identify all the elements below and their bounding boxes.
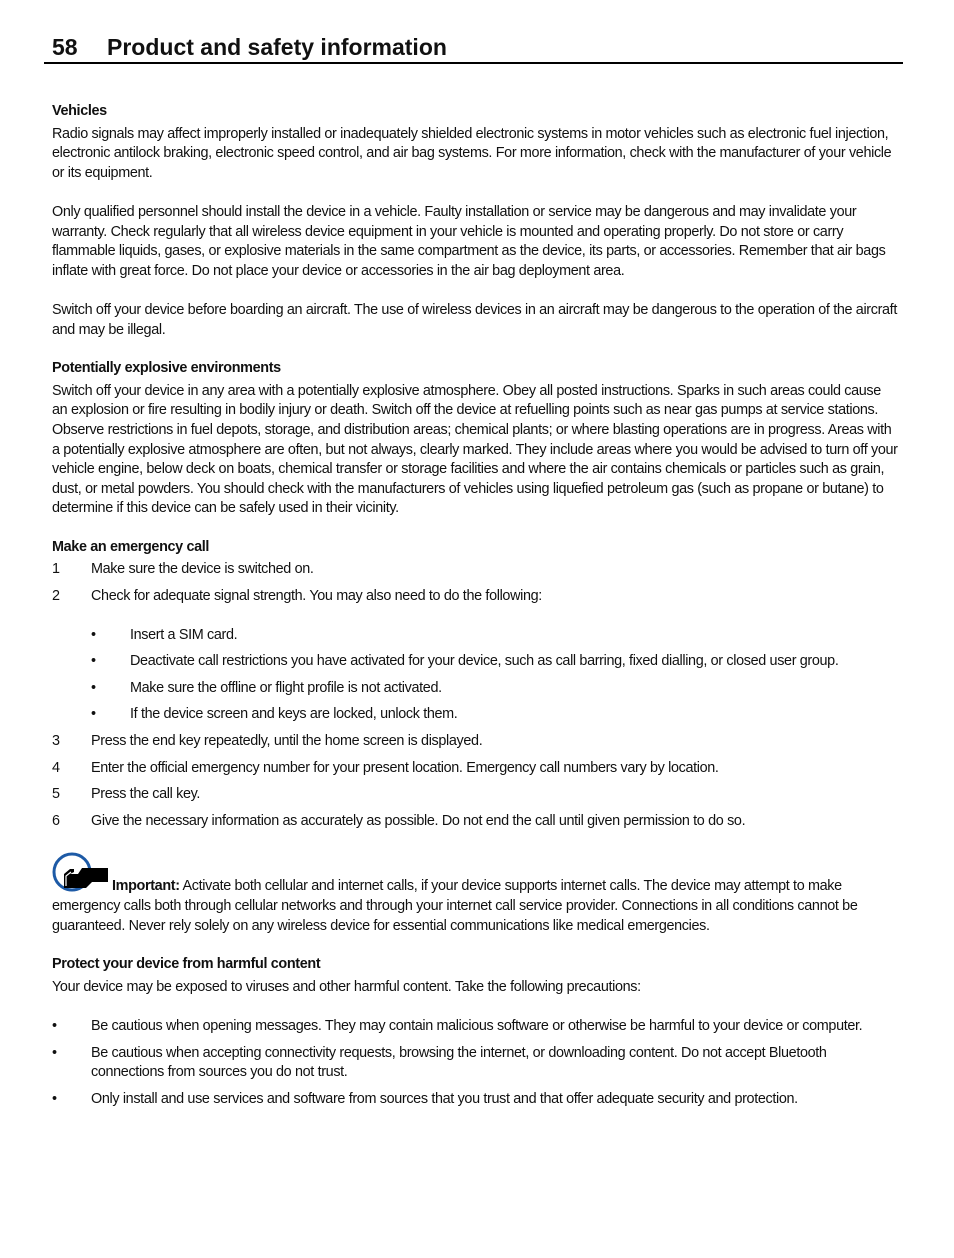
section-protect-device — [52, 955, 898, 1109]
paragraph: Your device may be exposed to viruses and other harmful content. Take the following precautions: — [52, 978, 641, 995]
page-number: 58 — [52, 34, 78, 60]
list-item — [52, 560, 898, 580]
bullet-text: Be cautious when opening messages. They may contain malicious software or otherwise be harmful to your device or computer. — [91, 1017, 863, 1034]
page-header — [44, 34, 903, 64]
step-text: Press the call key. — [91, 786, 201, 803]
paragraph: Switch off your device before boarding an aircraft. The use of wireless devices in an aircraft may be dangerous to the operation of the aircraft and may be illegal. — [52, 301, 897, 338]
precautions-list — [52, 1017, 898, 1109]
list-item — [52, 587, 898, 725]
list-item — [52, 732, 898, 752]
step-number: 3 — [52, 733, 60, 750]
step-number: 1 — [52, 561, 60, 578]
section-explosive-environments — [52, 359, 898, 519]
bullet: • — [91, 706, 96, 723]
steps-list — [52, 560, 898, 831]
list-item — [91, 679, 898, 699]
page-title: Product and safety information — [107, 34, 447, 60]
bullet: • — [52, 1017, 57, 1034]
step-number: 2 — [52, 588, 60, 605]
list-item — [52, 785, 898, 805]
bullet: • — [52, 1044, 57, 1061]
list-item — [91, 705, 898, 725]
paragraph: Switch off your device in any area with a potentially explosive atmosphere. Obey all posted instructions. Sparks in such areas could cause an explosion or fire resulting in bodily injury or death. Switch off the device at refuelling points such as near gas pumps at service stations. Observe restrictions in fuel depots, storage, and distribution areas; chemical plants; or where blasting operations are in progress. Areas with a potentially explosive atmosphere are often, but not always, clearly marked. They include areas where you would be advised to turn off your vehicle engine, below deck on boats, chemical transfer or storage facilities and where the air contains chemicals or particles such as grain, dust, or metal powders. You should check with the manufacturers of vehicles using liquefied petroleum gas (such as propane or butane) to determine if this device can be safely used in their vicinity. — [52, 382, 898, 517]
list-item — [52, 1017, 898, 1037]
important-hand-icon — [52, 852, 110, 892]
step-number: 4 — [52, 759, 60, 776]
step-text: Give the necessary information as accurately as possible. Do not end the call until given permission to do so. — [91, 812, 746, 829]
bullet-text: Deactivate call restrictions you have activated for your device, such as call barring, fixed dialling, or closed user group. — [130, 653, 839, 670]
section-heading: Make an emergency call — [52, 538, 210, 555]
list-item — [52, 812, 898, 832]
step-number: 6 — [52, 812, 60, 829]
bullet: • — [52, 1090, 57, 1107]
bullet-text: Insert a SIM card. — [130, 626, 238, 643]
step-text: Make sure the device is switched on. — [91, 561, 314, 578]
paragraph: Radio signals may affect improperly installed or inadequately shielded electronic systems in motor vehicles such as electronic fuel injection, electronic antilock braking, electronic speed control, and air bag systems. For more information, check with the manufacturer of your vehicle or its equipment. — [52, 125, 892, 181]
step-text: Check for adequate signal strength. You may also need to do the following: — [91, 588, 542, 605]
paragraph: Only qualified personnel should install the device in a vehicle. Faulty installation or service may be dangerous and may invalidate your warranty. Check regularly that all wireless device equipment in your vehicle is mounted and operating properly. Do not store or carry flammable liquids, gases, or explosive materials in the same compartment as the device, its parts, or accessories. Remember that air bags inflate with great force. Do not place your device or accessories in the air bag deployment area. — [52, 203, 886, 279]
section-heading: Vehicles — [52, 103, 107, 119]
section-vehicles — [52, 102, 898, 340]
list-item — [52, 1090, 898, 1110]
bullet-text: If the device screen and keys are locked, unlock them. — [130, 706, 458, 723]
step-number: 5 — [52, 786, 60, 803]
bullet: • — [91, 679, 96, 696]
list-item — [52, 1044, 898, 1083]
important-paragraph — [52, 852, 898, 936]
page-content — [52, 102, 898, 1116]
section-heading: Protect your device from harmful content — [52, 956, 321, 973]
list-item — [52, 759, 898, 779]
bullet-text: Only install and use services and software from sources that you trust and that offer adequate security and protection. — [91, 1090, 798, 1107]
list-item — [91, 652, 898, 672]
bullet-text: Be cautious when accepting connectivity requests, browsing the internet, or downloading content. Do not accept Bluetooth connections from sources you do not trust. — [91, 1044, 827, 1081]
important-text: Activate both cellular and internet calls, if your device supports internet calls. The device may attempt to make emergency calls both through cellular networks and through your internet call service provider. Connections in all conditions cannot be guaranteed. Never rely solely on any wireless device for essential communications like medical emergencies. — [52, 878, 858, 934]
list-item — [91, 626, 898, 646]
section-heading: Potentially explosive environments — [52, 360, 281, 377]
bullet-text: Make sure the offline or flight profile is not activated. — [130, 679, 442, 696]
bullet: • — [91, 653, 96, 670]
section-emergency-call — [52, 538, 898, 832]
bullet: • — [91, 626, 96, 643]
step-text: Press the end key repeatedly, until the home screen is displayed. — [91, 733, 483, 750]
important-label: Important: — [112, 878, 180, 895]
step-text: Enter the official emergency number for your present location. Emergency call numbers vary by location. — [91, 759, 719, 776]
important-note — [52, 852, 898, 936]
sub-bullet-list — [91, 626, 898, 725]
